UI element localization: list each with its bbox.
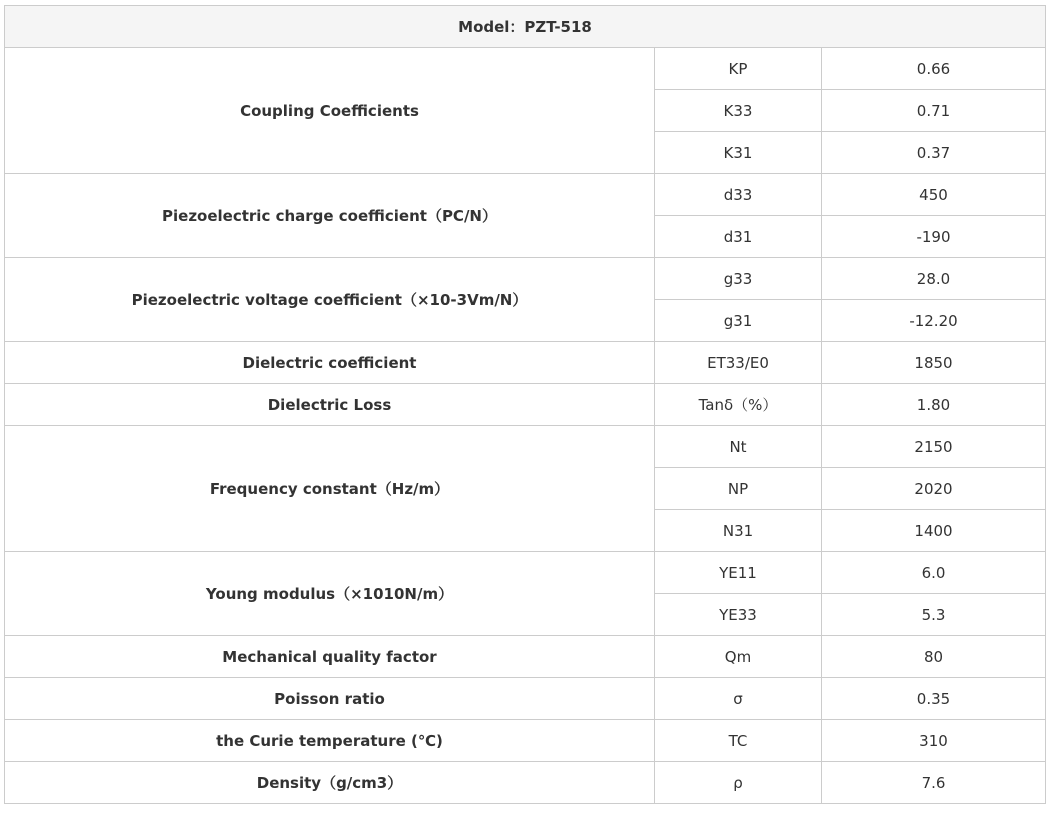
- value-cell: 28.0: [822, 258, 1046, 300]
- value-cell: 310: [822, 720, 1046, 762]
- property-name: Mechanical quality factor: [5, 636, 655, 678]
- value-cell: 6.0: [822, 552, 1046, 594]
- table-row: [5, 258, 1046, 300]
- spec-table: [4, 5, 1046, 804]
- value-cell: 0.66: [822, 48, 1046, 90]
- property-name: Piezoelectric voltage coefficient（×10-3Vm/N）: [5, 258, 655, 342]
- symbol-cell: Nt: [655, 426, 822, 468]
- value-cell: 5.3: [822, 594, 1046, 636]
- symbol-cell: K31: [655, 132, 822, 174]
- model-title: Model：PZT-518: [5, 6, 1046, 48]
- value-cell: 0.37: [822, 132, 1046, 174]
- symbol-cell: g33: [655, 258, 822, 300]
- property-name: Dielectric Loss: [5, 384, 655, 426]
- value-cell: 7.6: [822, 762, 1046, 804]
- symbol-cell: d33: [655, 174, 822, 216]
- table-row: [5, 636, 1046, 678]
- symbol-cell: ρ: [655, 762, 822, 804]
- table-row: [5, 762, 1046, 804]
- spec-table-body: [5, 6, 1046, 804]
- symbol-cell: K33: [655, 90, 822, 132]
- symbol-cell: N31: [655, 510, 822, 552]
- value-cell: 2150: [822, 426, 1046, 468]
- symbol-cell: YE11: [655, 552, 822, 594]
- symbol-cell: g31: [655, 300, 822, 342]
- symbol-cell: σ: [655, 678, 822, 720]
- property-name: Poisson ratio: [5, 678, 655, 720]
- value-cell: 1.80: [822, 384, 1046, 426]
- table-row: [5, 342, 1046, 384]
- symbol-cell: d31: [655, 216, 822, 258]
- value-cell: 80: [822, 636, 1046, 678]
- property-name: Piezoelectric charge coefficient（PC/N）: [5, 174, 655, 258]
- table-row: [5, 48, 1046, 90]
- value-cell: 1850: [822, 342, 1046, 384]
- value-cell: 0.35: [822, 678, 1046, 720]
- symbol-cell: KP: [655, 48, 822, 90]
- symbol-cell: Tanδ（%）: [655, 384, 822, 426]
- title-row: [5, 6, 1046, 48]
- table-row: [5, 426, 1046, 468]
- value-cell: 0.71: [822, 90, 1046, 132]
- property-name: Dielectric coefficient: [5, 342, 655, 384]
- value-cell: 2020: [822, 468, 1046, 510]
- value-cell: -190: [822, 216, 1046, 258]
- table-row: [5, 552, 1046, 594]
- symbol-cell: NP: [655, 468, 822, 510]
- symbol-cell: YE33: [655, 594, 822, 636]
- property-name: Young modulus（×1010N/m）: [5, 552, 655, 636]
- table-row: [5, 720, 1046, 762]
- value-cell: 450: [822, 174, 1046, 216]
- value-cell: 1400: [822, 510, 1046, 552]
- property-name: Frequency constant（Hz/m）: [5, 426, 655, 552]
- table-row: [5, 678, 1046, 720]
- value-cell: -12.20: [822, 300, 1046, 342]
- table-row: [5, 174, 1046, 216]
- symbol-cell: Qm: [655, 636, 822, 678]
- property-name: Coupling Coefficients: [5, 48, 655, 174]
- property-name: the Curie temperature (℃): [5, 720, 655, 762]
- property-name: Density（g/cm3）: [5, 762, 655, 804]
- symbol-cell: TC: [655, 720, 822, 762]
- symbol-cell: ET33/E0: [655, 342, 822, 384]
- table-row: [5, 384, 1046, 426]
